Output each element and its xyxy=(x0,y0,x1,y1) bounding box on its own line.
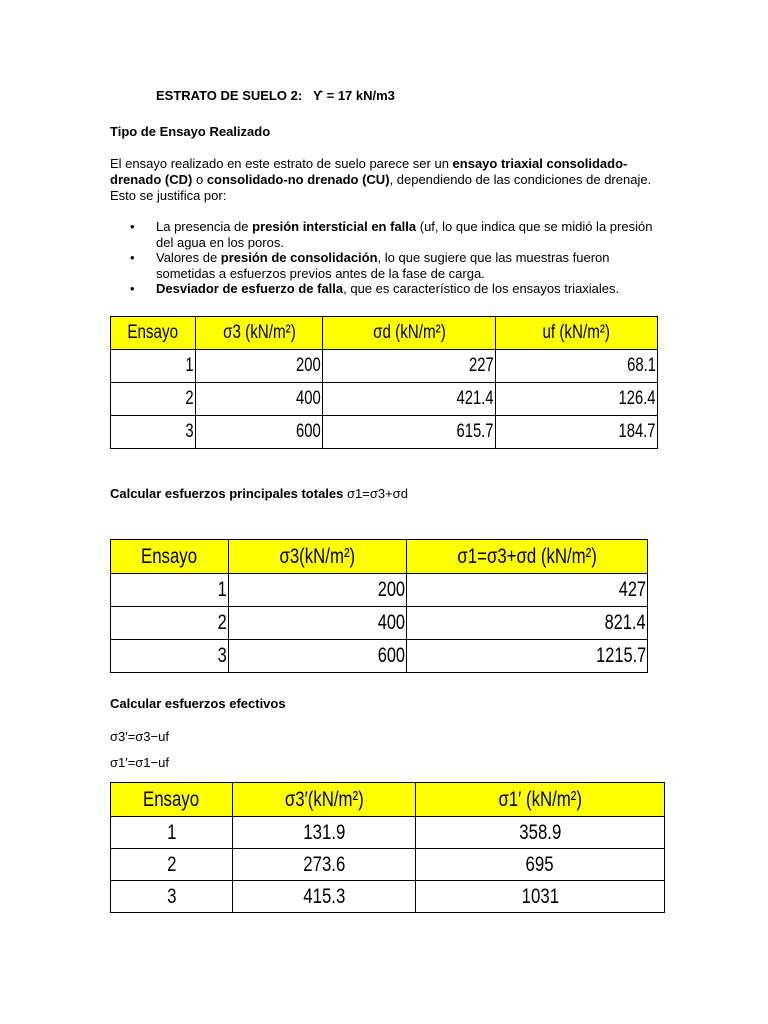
table-cell: 68.1 xyxy=(496,350,658,383)
table-row xyxy=(111,881,665,913)
column-header: Ensayo xyxy=(111,783,233,817)
stratum-label: ESTRATO DE SUELO 2: xyxy=(156,88,303,103)
table-row xyxy=(111,817,665,849)
column-header: Ensayo xyxy=(111,317,196,350)
table-cell: 1215.7 xyxy=(407,640,648,673)
section-title-total-stresses: Calcular esfuerzos principales totales σ1=σ3+σd xyxy=(110,486,408,501)
table-effective-stresses xyxy=(110,782,665,913)
table-cell: 2 xyxy=(111,849,233,881)
column-header: σ3(kN/m²) xyxy=(229,540,407,574)
table-cell: 3 xyxy=(111,640,229,673)
column-header: σ3 (kN/m²) xyxy=(196,317,323,350)
table-cell: 358.9 xyxy=(416,817,665,849)
section-title-effective-stresses: Calcular esfuerzos efectivos xyxy=(110,696,286,711)
table-total-stresses xyxy=(110,539,648,673)
table-test-data xyxy=(110,316,658,449)
table-cell: 695 xyxy=(416,849,665,881)
column-header: σ1′ (kN/m²) xyxy=(416,783,665,817)
list-item: • La presencia de presión intersticial en falla (uf, lo que indica que se midió la presión del agua en los poros. xyxy=(110,219,670,250)
section-title-test-type: Tipo de Ensayo Realizado xyxy=(110,124,271,139)
table-cell: 421.4 xyxy=(323,383,496,416)
column-header: σ1=σ3+σd (kN/m²) xyxy=(407,540,648,574)
column-header: Ensayo xyxy=(111,540,229,574)
table-header-row xyxy=(111,783,665,817)
table-header-row xyxy=(111,317,658,350)
list-item: • Valores de presión de consolidación, lo que sugiere que las muestras fueron sometidas a esfuerzos previos antes de la fase de carga. xyxy=(110,250,670,281)
table-cell: 126.4 xyxy=(496,383,658,416)
table-cell: 3 xyxy=(111,881,233,913)
formula-sigma1-effective: σ1′=σ1−uf xyxy=(110,755,169,770)
list-item: • Desviador de esfuerzo de falla, que es característico de los ensayos triaxiales. xyxy=(110,281,670,297)
table-cell: 427 xyxy=(407,574,648,607)
table-cell: 1031 xyxy=(416,881,665,913)
table-cell: 821.4 xyxy=(407,607,648,640)
table-cell: 227 xyxy=(323,350,496,383)
formula-sigma3-effective: σ3′=σ3−uf xyxy=(110,729,169,744)
table-row xyxy=(111,607,648,640)
table-cell: 184.7 xyxy=(496,416,658,449)
table-row xyxy=(111,574,648,607)
table-row xyxy=(111,383,658,416)
table-cell: 600 xyxy=(196,416,323,449)
table-row xyxy=(111,416,658,449)
table-cell: 200 xyxy=(196,350,323,383)
table-cell: 400 xyxy=(196,383,323,416)
table-cell: 2 xyxy=(111,383,196,416)
column-header: σd (kN/m²) xyxy=(323,317,496,350)
table-cell: 273.6 xyxy=(233,849,416,881)
table-cell: 2 xyxy=(111,607,229,640)
column-header: uf (kN/m²) xyxy=(496,317,658,350)
table-row xyxy=(111,640,648,673)
table-row xyxy=(111,350,658,383)
table-cell: 1 xyxy=(111,350,196,383)
table-cell: 400 xyxy=(229,607,407,640)
table-header-row xyxy=(111,540,648,574)
stratum-heading xyxy=(156,88,395,104)
table-cell: 131.9 xyxy=(233,817,416,849)
table-cell: 200 xyxy=(229,574,407,607)
table-cell: 415.3 xyxy=(233,881,416,913)
table-cell: 600 xyxy=(229,640,407,673)
table-cell: 615.7 xyxy=(323,416,496,449)
column-header: σ3′(kN/m²) xyxy=(233,783,416,817)
table-row xyxy=(111,849,665,881)
unit-weight: ϒ = 17 kN/m3 xyxy=(313,88,395,103)
table-cell: 3 xyxy=(111,416,196,449)
justification-list xyxy=(110,219,670,297)
table-cell: 1 xyxy=(111,574,229,607)
table-cell: 1 xyxy=(111,817,233,849)
intro-paragraph: El ensayo realizado en este estrato de suelo parece ser un ensayo triaxial consolidado-drenado (CD) o consolidado-no drenado (CU), dependiendo de las condiciones de drenaje. Esto se justifica por: xyxy=(110,156,652,203)
